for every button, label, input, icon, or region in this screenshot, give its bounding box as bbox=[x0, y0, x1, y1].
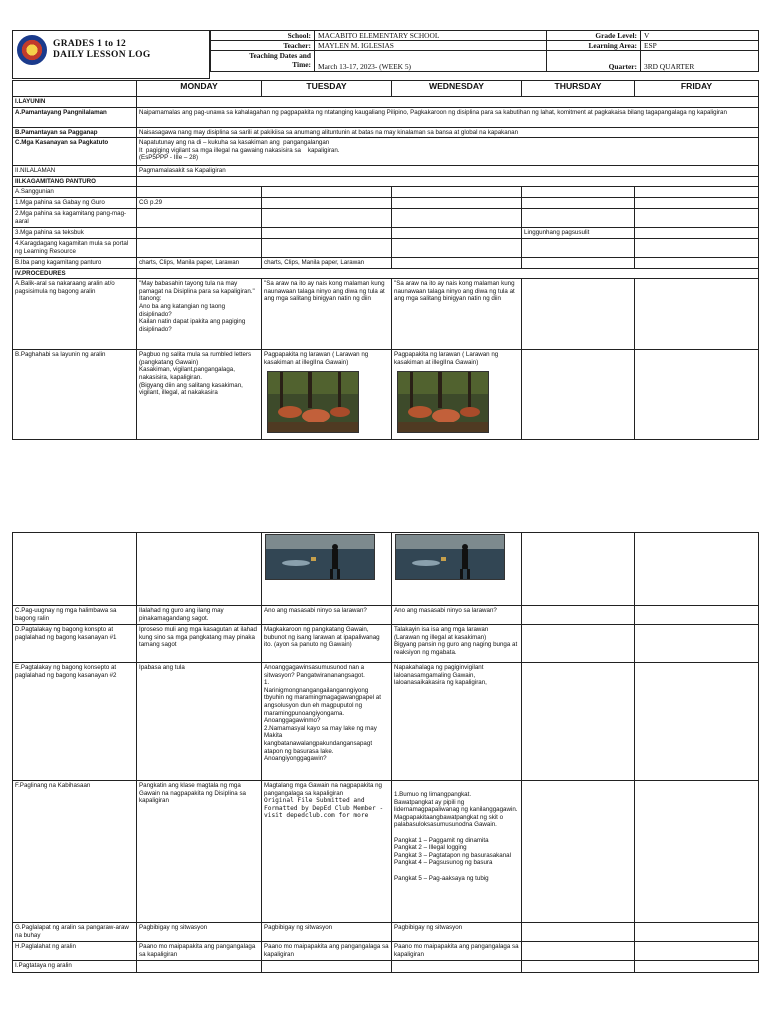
cell-empty bbox=[635, 198, 759, 209]
cell-empty bbox=[522, 279, 635, 350]
area-label: Learning Area: bbox=[547, 41, 641, 51]
row-sanggunian: A.Sanggunian bbox=[13, 187, 137, 198]
row-layunin: I.LAYUNIN bbox=[13, 97, 137, 108]
lesson-table-part-1 bbox=[12, 80, 759, 440]
cell-empty bbox=[262, 961, 392, 973]
deped-seal-icon bbox=[17, 35, 47, 65]
cell-empty bbox=[522, 533, 635, 606]
cell-empty bbox=[137, 187, 262, 198]
cell-pag-uugnay-tue: Ano ang masasabi ninyo sa larawan? bbox=[262, 606, 392, 625]
quarter-label: Quarter: bbox=[547, 51, 641, 72]
river-photo bbox=[395, 534, 505, 580]
cell-empty bbox=[392, 961, 522, 973]
row-kagamitang-pang-mag-aaral: 2.Mga pahina sa kagamitang pang-mag-aaral bbox=[13, 209, 137, 228]
dates-label-line-2: Time: bbox=[292, 60, 311, 69]
cell-river-photo-tue bbox=[262, 533, 392, 606]
row-kagamitang-panturo: III.KAGAMITANG PANTURO bbox=[13, 176, 137, 187]
day-tuesday: TUESDAY bbox=[262, 81, 392, 97]
cell-empty bbox=[137, 238, 262, 257]
row-balik-aral: A.Balik-aral sa nakaraang aralin at/o pagsisimula ng bagong aralin bbox=[13, 279, 137, 350]
school-value: MACABITO ELEMENTARY SCHOOL bbox=[315, 31, 547, 41]
cell-empty bbox=[392, 228, 522, 239]
row-karagdagang: 4.Karagdagang kagamitan mula sa portal ng Learning Resource bbox=[13, 238, 137, 257]
cell-paglalapat-mon: Pagbibigay ng sitwasyon bbox=[137, 923, 262, 942]
cell-paglinang-tue bbox=[262, 781, 392, 923]
cell-empty bbox=[635, 923, 759, 942]
logs-photo bbox=[397, 371, 489, 433]
cell-empty bbox=[635, 187, 759, 198]
cell-empty bbox=[262, 187, 392, 198]
cell-pamantayan-sa-pagganap: Naisasagawa nang may disiplina sa sarili at pakikiisa sa anumang alituntunin at batas na may kinalaman sa bansa at global na kapakanan bbox=[137, 127, 759, 138]
cell-empty bbox=[137, 228, 262, 239]
cell-empty bbox=[635, 961, 759, 973]
cell-paghahabi-tue bbox=[262, 350, 392, 440]
dates-value: March 13-17, 2023- (WEEK 5) bbox=[315, 51, 547, 72]
header bbox=[12, 30, 758, 72]
cell-empty bbox=[635, 606, 759, 625]
cell-empty bbox=[392, 238, 522, 257]
day-friday: FRIDAY bbox=[635, 81, 759, 97]
cell-pagtalakay1-wed: Talakayin isa isa ang mga larawan (Larawan ng illegal at kasakiman) Bigyang pansin ng guro ang naging bunga at reaksiyon ng mgabata. bbox=[392, 625, 522, 663]
row-iba-pang: B.Iba pang kagamitang panturo bbox=[13, 257, 137, 268]
corner-cell bbox=[13, 81, 137, 97]
cell-empty bbox=[635, 257, 759, 268]
cell-balik-aral-tue: "Sa araw na ito ay nais kong malaman kung naunawaan talaga ninyo ang diwa ng tula at ang mga salitang binigyan natin ng diin bbox=[262, 279, 392, 350]
cell-teksbuk-thu: Linggunhang pagsusulit bbox=[522, 228, 635, 239]
row-pamantayan-sa-pagganap: B.Pamantayan sa Pagganap bbox=[13, 127, 137, 138]
paghahabi-wed-text: Pagpapakita ng larawan ( Larawan ng kasakiman at illegIIna Gawain) bbox=[394, 351, 499, 366]
row-nilalaman: II.NILALAMAN bbox=[13, 166, 137, 177]
cell-mga-kasanayan: Napatutunay ang na di – kukuha sa kasakiman ang pangangalangan It pagiging vigilant sa mga illegal na gawaing nakasisira sa kapaligiran. (EsP5PPP - IIIe – 28) bbox=[137, 138, 759, 166]
teacher-value: MAYLEN M. IGLESIAS bbox=[315, 41, 547, 51]
row-paglinang: F.Paglinang na Kabihasaan bbox=[13, 781, 137, 923]
cell-empty bbox=[522, 781, 635, 923]
cell-paglinang-wed: 1.Bumuo ng limangpangkat. Bawatpangkat ay pipili ng lidernamagpapaliwanag ng kanilanggagawin. Magpapakitaangbawatpangkat ng skit o palabasuloksasumusunodna Gawain. Pangkat 1 – Paggamit ng dinamita Pangkat 2 – Illegal logging Pangkat 3 – Pagtatapon ng basurasakanal Pangkat 4 – Pagsusunog ng basura Pangkat 5 – Pag-aaksaya ng tubig bbox=[392, 781, 522, 923]
cell-empty bbox=[262, 209, 392, 228]
area-value: ESP bbox=[641, 41, 759, 51]
row-teksbuk: 3.Mga pahina sa teksbuk bbox=[13, 228, 137, 239]
row-paglalahat: H.Paglalahat ng aralin bbox=[13, 942, 137, 961]
cell-empty bbox=[137, 176, 759, 187]
cell-empty bbox=[392, 257, 522, 268]
cell-empty bbox=[522, 257, 635, 268]
lesson-table-part-2 bbox=[12, 532, 759, 973]
cell-pagtalakay2-mon: Ipabasa ang tula bbox=[137, 663, 262, 781]
cell-pag-uugnay-wed: Ano ang masasabi ninyo sa larawan? bbox=[392, 606, 522, 625]
cell-empty bbox=[635, 279, 759, 350]
cell-empty bbox=[635, 228, 759, 239]
cell-empty bbox=[635, 533, 759, 606]
river-photo bbox=[265, 534, 375, 580]
logs-photo bbox=[267, 371, 359, 433]
row-pag-uugnay: C.Pag-uugnay ng mga halimbawa sa bagong ralin bbox=[13, 606, 137, 625]
quarter-value: 3RD QUARTER bbox=[641, 51, 759, 72]
cell-empty bbox=[522, 606, 635, 625]
cell-empty bbox=[522, 961, 635, 973]
row-paghahabi: B.Paghahabi sa layunin ng aralin bbox=[13, 350, 137, 440]
day-monday: MONDAY bbox=[137, 81, 262, 97]
cell-empty bbox=[392, 187, 522, 198]
row-pagtataya: I.Pagtataya ng aralin bbox=[13, 961, 137, 973]
cell-empty bbox=[522, 625, 635, 663]
cell-paglalahat-tue: Paano mo maipapakita ang pangangalaga sa kapaligiran bbox=[262, 942, 392, 961]
title-line-2: DAILY LESSON LOG bbox=[53, 50, 151, 60]
cell-empty bbox=[13, 533, 137, 606]
cell-iba-pang-tue: charts, Clips, Manila paper, Larawan bbox=[262, 257, 392, 268]
cell-balik-aral-mon: "May babasahin tayong tula na may pamagat na Disiplina para sa kapaligiran." Itanong: Ano ba ang katangian ng taong disiplinado? Kailan natin dapat ipakita ang pagiging disiplinado? bbox=[137, 279, 262, 350]
cell-empty bbox=[522, 209, 635, 228]
cell-pag-uugnay-mon: Ilalahad ng guro ang ilang may pinakamagandang sagot. bbox=[137, 606, 262, 625]
cell-paglalapat-wed: Pagbibigay ng sitwasyon bbox=[392, 923, 522, 942]
teacher-label: Teacher: bbox=[211, 41, 315, 51]
cell-empty bbox=[635, 238, 759, 257]
cell-pagtalakay1-tue: Magkakaroon ng pangkatang Gawain, bubunot ng isang larawan at ipapaliwanag ito. (ayon sa panuto ng Gawain) bbox=[262, 625, 392, 663]
cell-paghahabi-mon: Pagbuo ng salita mula sa rumbled letters (pangkatang Gawain) Kasakiman, vigilant,pangangalaga, nakasisira, kapaligiran. (Bigyang diin ang salitang kasakiman, vigilant, illegal, at nakakasira bbox=[137, 350, 262, 440]
dates-label-line-1: Teaching Dates and bbox=[249, 51, 311, 60]
cell-paglalahat-wed: Paano mo maipapakita ang pangangalaga sa kapaligiran bbox=[392, 942, 522, 961]
cell-empty bbox=[137, 97, 759, 108]
cell-empty bbox=[635, 781, 759, 923]
cell-pagtalakay2-tue: Anoanggagawinsasumusunod nan a sitwasyon? Pangatwirananangsagot. 1. Narinigmongnangangailanganngiyong tbyuhin ng maramingmagagawangpapel at angsolusyon dun eh magpuputol ng maramingpunoangiyongama. Anoanggagawinmo? 2.Namamasyal kayo sa may lake ng may Makita kangbatanawalangpakundangansapagt atapon ng basurasa lake. Anoangiyonggagawin? bbox=[262, 663, 392, 781]
row-mga-kasanayan: C.Mga Kasanayan sa Pagkatuto bbox=[13, 138, 137, 166]
cell-empty bbox=[137, 268, 759, 279]
cell-empty bbox=[392, 209, 522, 228]
row-paglalapat: G.Paglalapat ng aralin sa pangaraw-araw na buhay bbox=[13, 923, 137, 942]
cell-pagtalakay2-wed: Napakahalaga ng pagiginvigilant laloanasamgamaling Gawain, laloanasaikakasira ng kapaligiran, bbox=[392, 663, 522, 781]
header-info-left bbox=[210, 30, 547, 72]
cell-empty bbox=[522, 238, 635, 257]
row-gabay: 1.Mga pahina sa Gabay ng Guro bbox=[13, 198, 137, 209]
cell-empty bbox=[137, 533, 262, 606]
cell-paglalapat-tue: Pagbibigay ng sitwasyon bbox=[262, 923, 392, 942]
cell-pagtalakay1-mon: Iproseso muli ang mga kasagutan at ilahad kung sino sa mga pangkatang may pinaka tamang sagot bbox=[137, 625, 262, 663]
cell-empty bbox=[262, 198, 392, 209]
row-pagtalakay-2: E.Pagtalakay ng bagong konsepto at paglalahad ng bagong kasanayan #2 bbox=[13, 663, 137, 781]
row-pagtalakay-1: D.Pagtalakay ng bagong konspto at paglalahad ng bagong kasanayan #1 bbox=[13, 625, 137, 663]
cell-balik-aral-wed: "Sa araw na ito ay nais kong malaman kung naunawaan talaga ninyo ang diwa ng tula at ang mga salitang binigyan natin ng diin bbox=[392, 279, 522, 350]
title-line-1: GRADES 1 to 12 bbox=[53, 39, 127, 49]
cell-empty bbox=[635, 625, 759, 663]
header-title-box bbox=[12, 30, 210, 79]
day-wednesday: WEDNESDAY bbox=[392, 81, 522, 97]
cell-empty bbox=[522, 187, 635, 198]
cell-empty bbox=[137, 209, 262, 228]
depedclub-watermark: Original File Submitted and Formatted by DepEd Club Member - visit depedclub.com for more bbox=[264, 797, 384, 820]
paghahabi-tue-text: Pagpapakita ng larawan ( Larawan ng kasakiman at illegIIna Gawain) bbox=[264, 351, 369, 366]
cell-empty bbox=[522, 663, 635, 781]
cell-river-photo-wed bbox=[392, 533, 522, 606]
header-info-right bbox=[546, 30, 759, 72]
cell-paglinang-mon: Pangkatin ang klase magtala ng mga Gawain na nagpapakita ng Disiplina sa kapaligiran bbox=[137, 781, 262, 923]
cell-pamantayang-pangnilalaman: Naipamamalas ang pag-unawa sa kahalagahan ng pagpapakita ng ntatanging kaugaliang Pilipino, Pagkakaroon ng disiplina para sa kabutihan ng lahat, komitment at pagkakaisa bilang tagapangalaga ng kapaligiran bbox=[137, 107, 759, 127]
dates-label bbox=[211, 51, 315, 72]
cell-empty bbox=[262, 238, 392, 257]
day-thursday: THURSDAY bbox=[522, 81, 635, 97]
paglinang-tue-text: Magtalang mga Gawain na nagpapakita ng pangangalaga sa kapaligiran bbox=[264, 782, 382, 797]
cell-empty bbox=[522, 942, 635, 961]
cell-iba-pang-mon: charts, Clips, Manila paper, Larawan bbox=[137, 257, 262, 268]
cell-empty bbox=[522, 923, 635, 942]
cell-empty bbox=[635, 209, 759, 228]
cell-empty bbox=[262, 228, 392, 239]
cell-paghahabi-wed bbox=[392, 350, 522, 440]
row-pamantayang-pangnilalaman: A.Pamantayang Pangnilalaman bbox=[13, 107, 137, 127]
cell-empty bbox=[522, 198, 635, 209]
cell-empty bbox=[392, 198, 522, 209]
cell-empty bbox=[635, 663, 759, 781]
cell-empty bbox=[635, 350, 759, 440]
cell-empty bbox=[635, 942, 759, 961]
grade-label: Grade Level: bbox=[547, 31, 641, 41]
grade-value: V bbox=[641, 31, 759, 41]
cell-paglalahat-mon: Paano mo maipapakita ang pangangalaga sa kapaligiran bbox=[137, 942, 262, 961]
cell-empty bbox=[137, 961, 262, 973]
cell-nilalaman: Pagmamalasakit sa Kapaligiran bbox=[137, 166, 759, 177]
cell-empty bbox=[522, 350, 635, 440]
row-procedures: IV.PROCEDURES bbox=[13, 268, 137, 279]
school-label: School: bbox=[211, 31, 315, 41]
cell-gabay-mon: CG p.29 bbox=[137, 198, 262, 209]
